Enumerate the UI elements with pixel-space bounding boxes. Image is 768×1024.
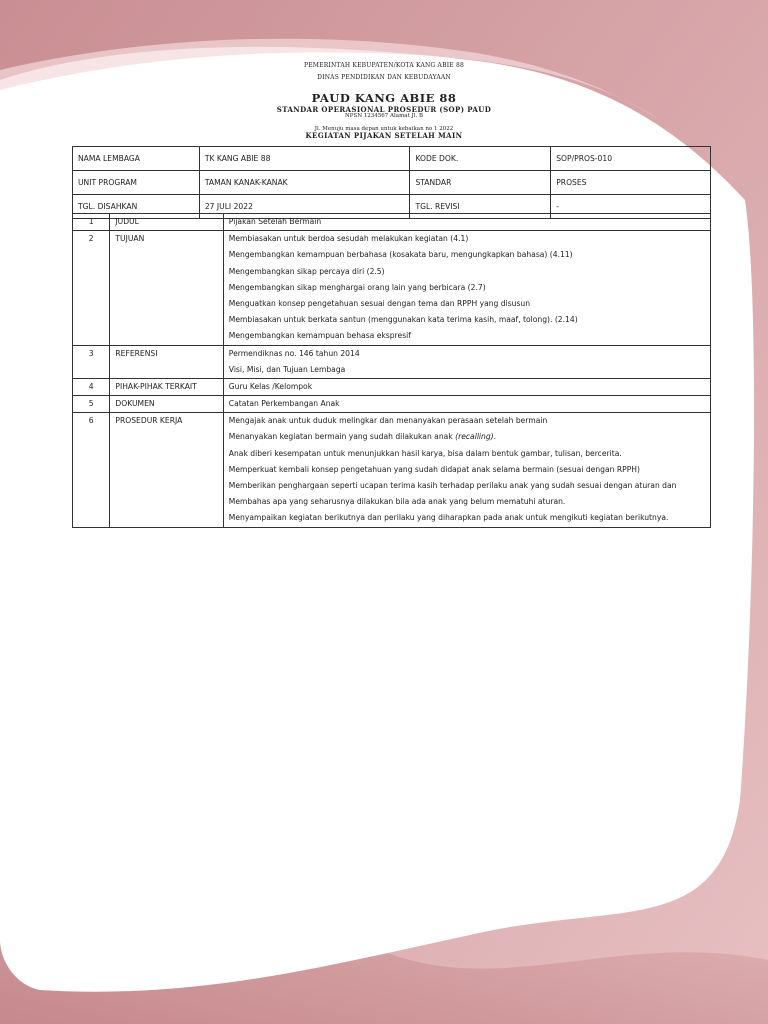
content-line: Membiasakan untuk berdoa sesudah melakukan kegiatan (4.1) [228,234,469,244]
meta-row [73,147,711,171]
content-line: Menguatkan konsep pengetahuan sesuai dengan tema dan RPPH yang disusun [228,298,531,308]
row-number-text: 2 [88,234,94,244]
row-label-text: TUJUAN [115,234,145,244]
row-content [223,231,710,345]
content-line: Guru Kelas /Kelompok [228,381,313,391]
sop-row-judul [73,214,711,231]
row-label [110,214,223,231]
row-number [73,345,110,378]
content-line: Mengembangkan sikap menghargai orang lain yang berbicara (2.7) [228,282,486,292]
content-line: Permendiknas no. 146 tahun 2014 [228,348,360,358]
content-line: Menyampaikan kegiatan berikutnya dan perilaku yang diharapkan pada anak untuk mengikuti kegiatan berikutnya. [228,513,669,523]
sop-row-tujuan [73,231,711,345]
meta-label: UNIT PROGRAM [73,171,200,195]
row-label-text: PROSEDUR KERJA [115,416,183,426]
meta-value: 27 JULI 2022 [199,195,410,219]
row-content [223,413,710,527]
meta-label: STANDAR [410,171,551,195]
row-label [110,345,223,378]
meta-value: TAMAN KANAK-KANAK [199,171,410,195]
meta-label: KODE DOK. [410,147,551,171]
content-line: Membahas apa yang seharusnya dilakukan bila ada anak yang belum mematuhi aturan. [228,497,566,507]
row-number-text: 1 [88,217,94,226]
row-content [223,378,710,395]
school-title: PAUD KANG ABIE 88 [311,91,457,105]
sop-row-referensi [73,345,711,378]
content-line: Mengembangkan sikap percaya diri (2.5) [228,266,385,276]
content-line-text: Menanyakan kegiatan bermain yang sudah dilakukan anak [228,432,453,442]
content-line: Memberikan penghargaan seperti ucapan terima kasih terhadap perilaku anak yang sudah sesuai dengan aturan dan [228,481,677,490]
meta-value: SOP/PROS-010 [551,147,711,171]
content-line: Membiasakan untuk berkata santun (menggunakan kata terima kasih, maaf, tolong). (2.14) [228,315,578,325]
meta-label: TGL. REVISI [410,195,551,219]
row-label [110,396,223,413]
row-content [223,214,710,231]
row-number-text: 3 [88,348,94,358]
sop-row-pihak-terkait [73,378,711,395]
row-number [73,378,110,395]
meta-label: NAMA LEMBAGA [73,147,200,171]
activity-title: KEGIATAN PIJAKAN SETELAH MAIN [305,131,463,140]
row-label [110,378,223,395]
sop-procedure-table [72,213,711,528]
row-number-text: 5 [88,399,94,409]
content-line: Memperkuat kembali konsep pengetahuan yang sudah didapat anak selama bermain (sesuai dengan RPPH) [228,464,640,474]
content-line: Mengajak anak untuk duduk melingkar dan menanyakan perasaan setelah bermain [228,416,548,426]
row-label [110,413,223,527]
content-line: Catatan Perkembangan Anak [228,399,340,409]
meta-label: TGL. DISAHKAN [73,195,200,219]
header-government-line: PEMERINTAH KEBUPATEN/KOTA KANG ABIE 88 [303,62,464,69]
sop-title: STANDAR OPERASIONAL PROSEDUR (SOP) PAUD [276,105,492,114]
row-number [73,214,110,231]
row-content [223,345,710,378]
content-line: Menanyakan kegiatan bermain yang sudah dilakukan anak (recalling). [228,432,497,442]
row-number-text: 6 [88,416,94,426]
meta-row [73,171,711,195]
row-label-text: DOKUMEN [115,399,155,409]
content-line: Mengembangkan kemampuan behasa ekspresif [228,331,411,341]
document-meta-table [72,146,711,219]
content-line: Pijakan Setelah Bermain [228,217,322,226]
meta-value: - [551,195,711,219]
content-line: Visi, Misi, dan Tujuan Lembaga [228,364,346,374]
row-number [73,231,110,345]
row-number-text: 4 [88,381,94,391]
row-label [110,231,223,345]
address-line: Jl. Menuju masa depan untuk kebaikan no 1 2022 [314,126,454,132]
row-number [73,396,110,413]
row-number [73,413,110,527]
sop-row-dokumen [73,396,711,413]
recalling-emphasis: (recalling) [455,432,494,442]
header-department-line: DINAS PENDIDIKAN DAN KEBUDAYAAN [317,74,451,81]
meta-value: PROSES [551,171,711,195]
row-content [223,396,710,413]
content-line: Anak diberi kesempatan untuk menunjukkan hasil karya, bisa dalam bentuk gambar, tulisan, bercerita. [228,448,622,458]
sop-row-prosedur-kerja [73,413,711,527]
npsn-line: NPSN 1234567 Alamat Jl. B [344,113,424,119]
row-label-text: REFERENSI [115,348,158,358]
row-label-text: JUDUL [115,217,139,226]
content-line: Mengembangkan kemampuan berbahasa (kosakata baru, mengungkapkan bahasa) (4.11) [228,250,573,260]
meta-value: TK KANG ABIE 88 [199,147,410,171]
row-label-text: PIHAK-PIHAK TERKAIT [115,381,197,391]
